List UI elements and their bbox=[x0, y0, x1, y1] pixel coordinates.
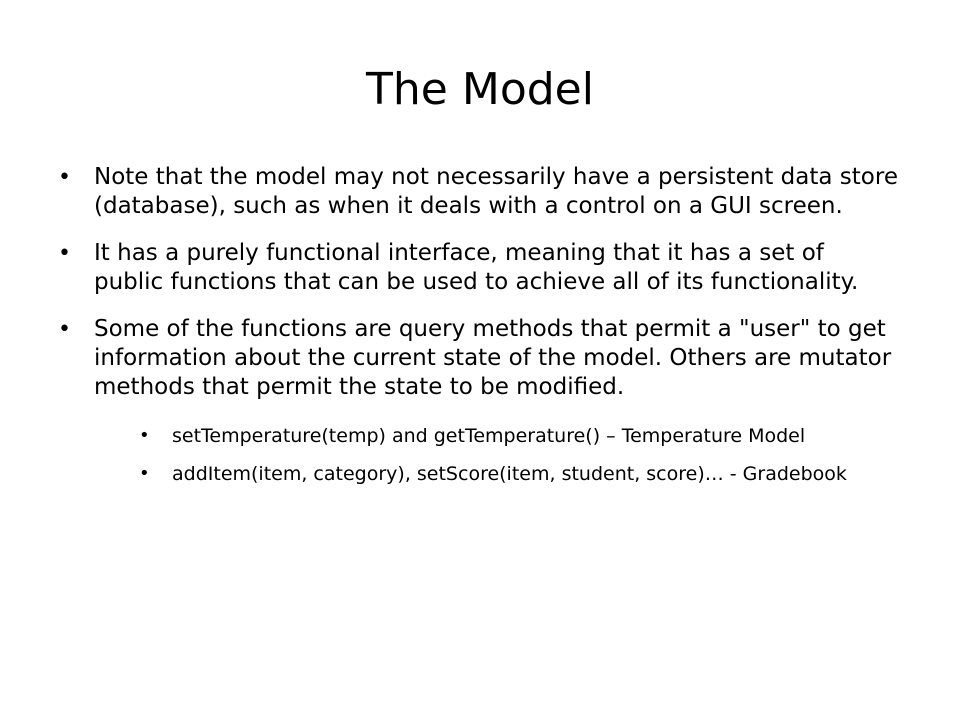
sub-bullet-item: • addItem(item, category), setScore(item, student, score)… - Gradebook bbox=[139, 462, 872, 486]
bullet-list bbox=[58, 163, 898, 500]
sub-bullet-item: • setTemperature(temp) and getTemperature() – Temperature Model bbox=[139, 424, 872, 448]
sub-bullet-list bbox=[94, 424, 898, 486]
slide-title: The Model bbox=[366, 64, 594, 115]
bullet-item-with-subitems bbox=[58, 315, 898, 486]
bullet-text: Some of the functions are query methods that permit a "user" to get information about the current state of the model. Others are mutator methods that permit the state to be modified. bbox=[94, 316, 892, 400]
bullet-item: • It has a purely functional interface, meaning that it has a set of public functions that can be used to achieve all of its functionality. bbox=[58, 239, 898, 297]
bullet-item: • Note that the model may not necessarily have a persistent data store (database), such as when it deals with a control on a GUI screen. bbox=[58, 163, 898, 221]
